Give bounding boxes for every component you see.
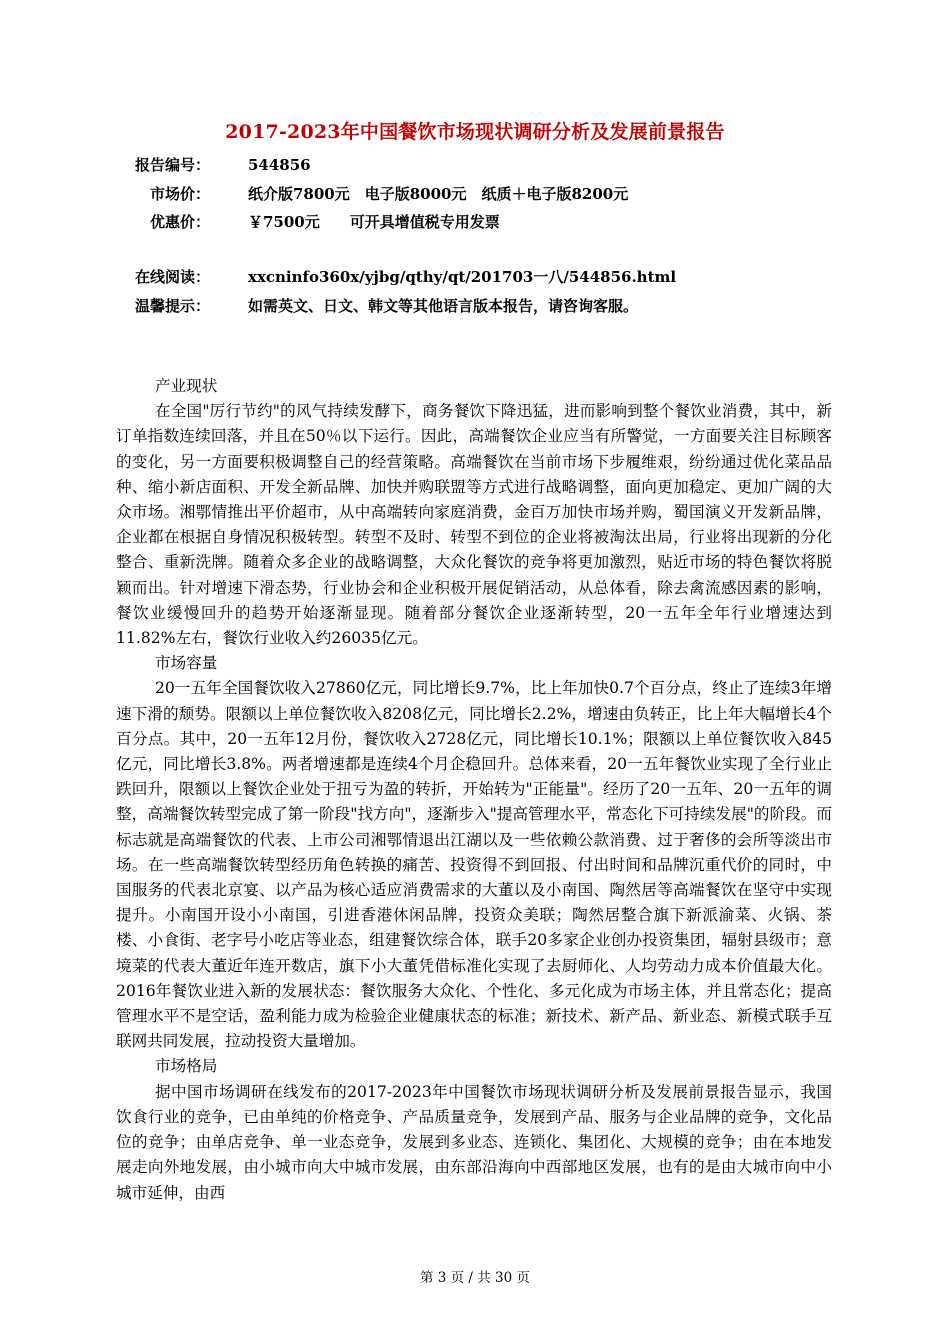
section-text-industry-status: 在全国"厉行节约"的风气持续发酵下，商务餐饮下降迅猛，进而影响到整个餐饮业消费，其中，新订单指数连续回落，并且在50％以下运行。因此，高端餐饮企业应当有所警觉，一方面要关注目标顾客的变化，另一方面要积极调整自己的经营策略。高端餐饮在当前市场下步履维艰，纷纷通过优化菜品品种、缩小新店面积、开发全新品牌、加快并购联盟等方式进行战略调整，面向更加稳定、更加广阔的大众市场。湘鄂情推出平价超市，从中高端转向家庭消费，金百万加快市场并购，蜀国演义开发新品牌，企业都在根据自身情况积极转型。转型不及时、转型不到位的企业将被淘汰出局，行业将出现新的分化整合、重新洗牌。随着众多企业的战略调整，大众化餐饮的竞争将更加激烈，贴近市场的特色餐饮将脱颖而出。针对增速下滑态势，行业协会和企业积极开展促销活动，从总体看，除去禽流感因素的影响，餐饮业缓慢回升的趋势开始逐渐显现。随着部分餐饮企业逐渐转型，20一五年全年行业增速达到11.82%左右，餐饮行业收入约26035亿元。 [116, 402, 832, 648]
meta-value: 如需英文、日文、韩文等其他语言版本报告，请咨询客服。 [248, 297, 639, 315]
section-text-market-structure: 据中国市场调研在线发布的2017-2023年中国餐饮市场现状调研分析及发展前景报告显示，我国饮食行业的竞争，已由单纯的价格竞争、产品质量竞争，发展到产品、服务与企业品牌的竞争，文化品位的竞争；由单店竞争、单一业态竞争，发展到多业态、连锁化、集团化、大规模的竞争；由在本地发展走向外地发展，由小城市向大中城市发展，由东部沿海向中西部地区发展，也有的是由大城市向中小城市延伸，由西 [116, 1082, 832, 1202]
meta-value: 544856 [248, 156, 311, 174]
meta-row-discount-price [0, 210, 950, 234]
meta-value: ￥7500元 可开具增值税专用发票 [248, 213, 500, 231]
section-heading-market-capacity: 市场容量 [155, 654, 218, 673]
meta-label: 市场价： [149, 185, 210, 203]
meta-label: 优惠价： [149, 213, 210, 231]
section-heading-industry-status: 产业现状 [155, 377, 218, 395]
report-body [116, 374, 832, 1206]
meta-label: 在线阅读： [134, 268, 210, 286]
meta-label: 报告编号： [134, 156, 210, 174]
meta-row-market-price [0, 182, 950, 206]
section-text-market-capacity: 20一五年全国餐饮收入27860亿元，同比增长9.7%，比上年加快0.7个百分点，终止了连续3年增速下滑的颓势。限额以上单位餐饮收入8208亿元，同比增长2.2%，增速由负转正，比上年大幅增长4个百分点。其中，20一五年12月份，餐饮收入2728亿元，同比增长10.1%；限额以上单位餐饮收入845亿元，同比增长3.8%。两者增速都是连续4个月企稳回升。总体来看，20一五年餐饮业实现了全行业止跌回升，限额以上餐饮企业处于扭亏为盈的转折，开始转为"正能量"。经历了20一五年、20一五年的调整，高端餐饮转型完成了第一阶段"找方向"，逐渐步入"提高管理水平，常态化下可持续发展"的阶段。而标志就是高端餐饮的代表、上市公司湘鄂情退出江湖以及一些依赖公款消费、过于奢侈的会所等淡出市场。在一些高端餐饮转型经历角色转换的痛苦、投资得不到回报、付出时间和品牌沉重代价的同时，中国服务的代表北京宴、以产品为核心适应消费需求的大董以及小南国、陶然居等高端餐饮在坚守中实现提升。小南国开设小小南国，引进香港休闲品牌，投资众美联；陶然居整合旗下新派渝菜、火锅、茶楼、小食街、老字号小吃店等业态，组建餐饮综合体，联手20多家企业创办投资集团，辐射县级市；意境菜的代表大董近年连开数店，旗下小大董凭借标准化实现了去厨师化、人均劳动力成本价值最大化。2016年餐饮业进入新的发展状态：餐饮服务大众化、个性化、多元化成为市场主体，并且常态化；提高管理水平不是空话，盈利能力成为检验企业健康状态的标准；新技术、新产品、新业态、新模式联手互联网共同发展，拉动投资大量增加。 [116, 679, 832, 1051]
meta-row-report-number [0, 153, 950, 177]
online-reading-link[interactable]: xxcninfo360x/yjbg/qthy/qt/201703一八/544856.html [248, 268, 677, 286]
meta-label: 温馨提示： [134, 297, 210, 315]
meta-row-notice [0, 294, 950, 318]
page-number: 第 3 页 / 共 30 页 [419, 1270, 531, 1286]
meta-row-online-reading [0, 265, 950, 289]
report-title: 2017-2023年中国餐饮市场现状调研分析及发展前景报告 [225, 121, 725, 143]
meta-value: 纸介版7800元 电子版8000元 纸质＋电子版8200元 [248, 185, 629, 203]
section-heading-market-structure: 市场格局 [155, 1057, 218, 1076]
